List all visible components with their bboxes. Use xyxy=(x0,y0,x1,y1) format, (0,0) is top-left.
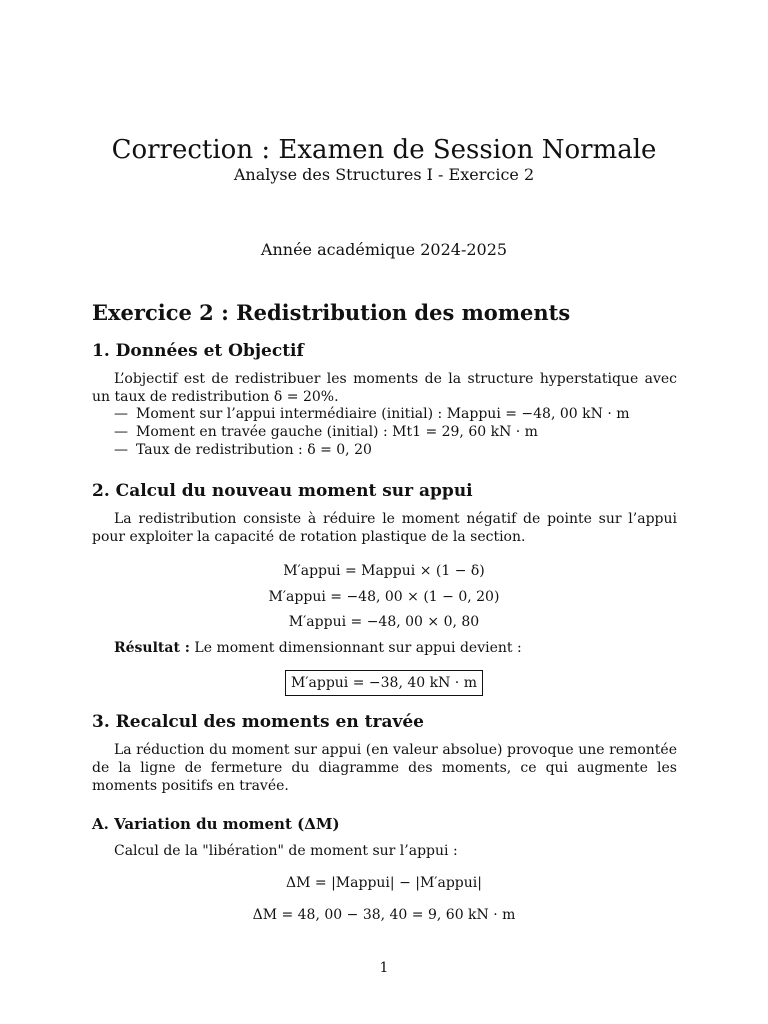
list-item-text: Taux de redistribution : δ = 0, 20 xyxy=(136,442,372,458)
list-item: — Moment sur l’appui intermédiaire (initial) : Mappui = −48, 00 kN · m xyxy=(114,406,630,422)
exercise-heading: Exercice 2 : Redistribution des moments xyxy=(92,300,571,325)
list-item-text: Moment sur l’appui intermédiaire (initial) : Mappui = −48, 00 kN · m xyxy=(136,406,630,422)
equation: M′appui = Mappui × (1 − δ) xyxy=(283,563,485,579)
section-2-text: La redistribution consiste à réduire le moment négatif de pointe sur l’appui pour exploiter la capacité de rotation plastique de la section. xyxy=(92,511,677,545)
subsection-a-text: Calcul de la "libération" de moment sur l’appui : xyxy=(114,843,458,859)
subsection-a-paragraph xyxy=(92,842,677,860)
result-text: Le moment dimensionnant sur appui devient : xyxy=(194,640,522,656)
equation: M′appui = −48, 00 × 0, 80 xyxy=(288,614,480,630)
result-label: Résultat : xyxy=(114,640,190,656)
boxed-equation-row xyxy=(0,670,768,696)
list-item: — Moment en travée gauche (initial) : Mt1 = 29, 60 kN · m xyxy=(114,424,538,440)
document-title: Correction : Examen de Session Normale xyxy=(111,135,657,165)
list-item-text: Moment en travée gauche (initial) : Mt1 = 29, 60 kN · m xyxy=(136,424,538,440)
section-3-text: La réduction du moment sur appui (en valeur absolue) provoque une remontée de la ligne de fermeture du diagramme des moments, ce qui augmente les moments positifs en travée. xyxy=(92,742,677,794)
boxed-result: M′appui = −38, 40 kN · m xyxy=(285,670,483,696)
section-1-text: L’objectif est de redistribuer les moments de la structure hyperstatique avec un taux de redistribution δ = 20%. xyxy=(92,371,677,405)
section-3-heading: 3. Recalcul des moments en travée xyxy=(92,712,424,732)
equation: ΔM = |Mappui| − |M′appui| xyxy=(286,875,482,891)
section-3-paragraph xyxy=(92,741,677,795)
subsection-a-heading: A. Variation du moment (ΔM) xyxy=(92,815,340,833)
document-subtitle: Analyse des Structures I - Exercice 2 xyxy=(233,165,535,184)
section-2-heading: 2. Calcul du nouveau moment sur appui xyxy=(92,481,473,501)
equation: ΔM = 48, 00 − 38, 40 = 9, 60 kN · m xyxy=(252,907,516,923)
result-line xyxy=(114,639,522,657)
academic-year: Année académique 2024-2025 xyxy=(260,240,508,259)
list-item: — Taux de redistribution : δ = 0, 20 xyxy=(114,442,372,458)
section-2-paragraph xyxy=(92,510,677,546)
section-1-paragraph xyxy=(92,370,677,406)
section-1-heading: 1. Données et Objectif xyxy=(92,341,304,361)
page-number: 1 xyxy=(379,960,389,976)
equation: M′appui = −48, 00 × (1 − 0, 20) xyxy=(268,589,500,605)
